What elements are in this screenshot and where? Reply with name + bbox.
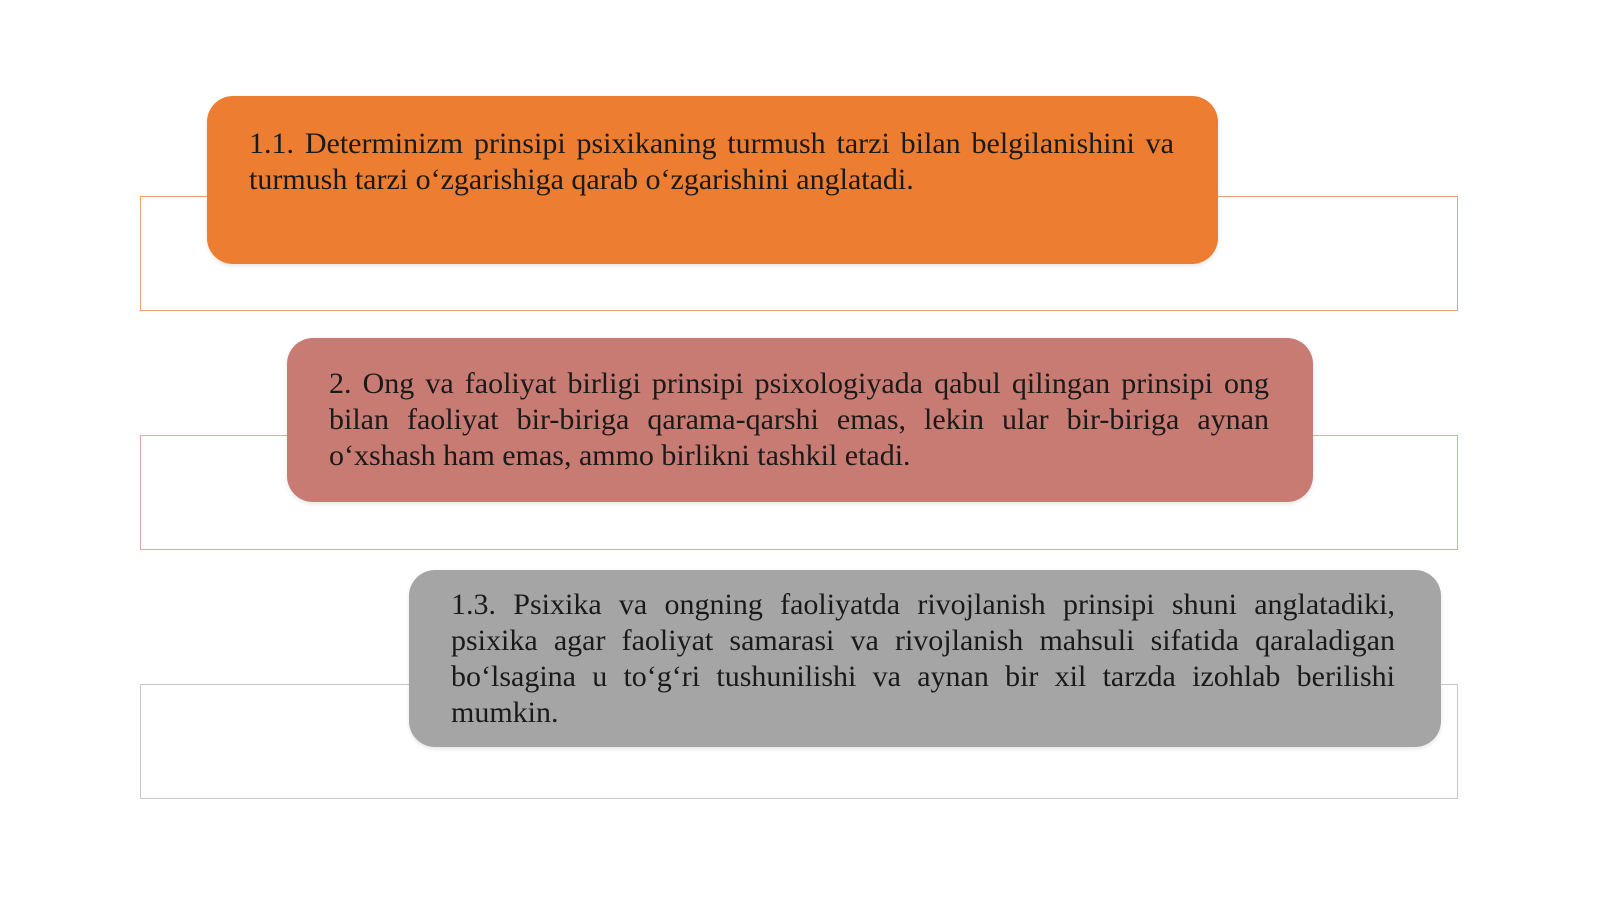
item-1-text: 1.1. Determinizm prinsipi psixikaning turmush tarzi bilan belgilanishini va turmush tarzi o‘zgarishiga qarab o‘zgarishini anglatadi. (249, 127, 1174, 196)
item-2-text: 2. Ong va faoliyat birligi prinsipi psixologiyada qabul qilingan prinsipi ong bilan faoliyat bir-biriga qarama-qarshi emas, lekin ular bir-biriga aynan o‘xshash ham emas, ammo birlikni tashkil etadi. (329, 367, 1269, 472)
item-3-text: 1.3. Psixika va ongning faoliyatda rivojlanish prinsipi shuni anglatadiki, psixika agar faoliyat samarasi va rivojlanish mahsuli sifatida qaraladigan bo‘lsagina u to‘g‘ri tushunilishi va aynan bir xil tarzda izohlab berilishi mumkin. (451, 588, 1395, 729)
